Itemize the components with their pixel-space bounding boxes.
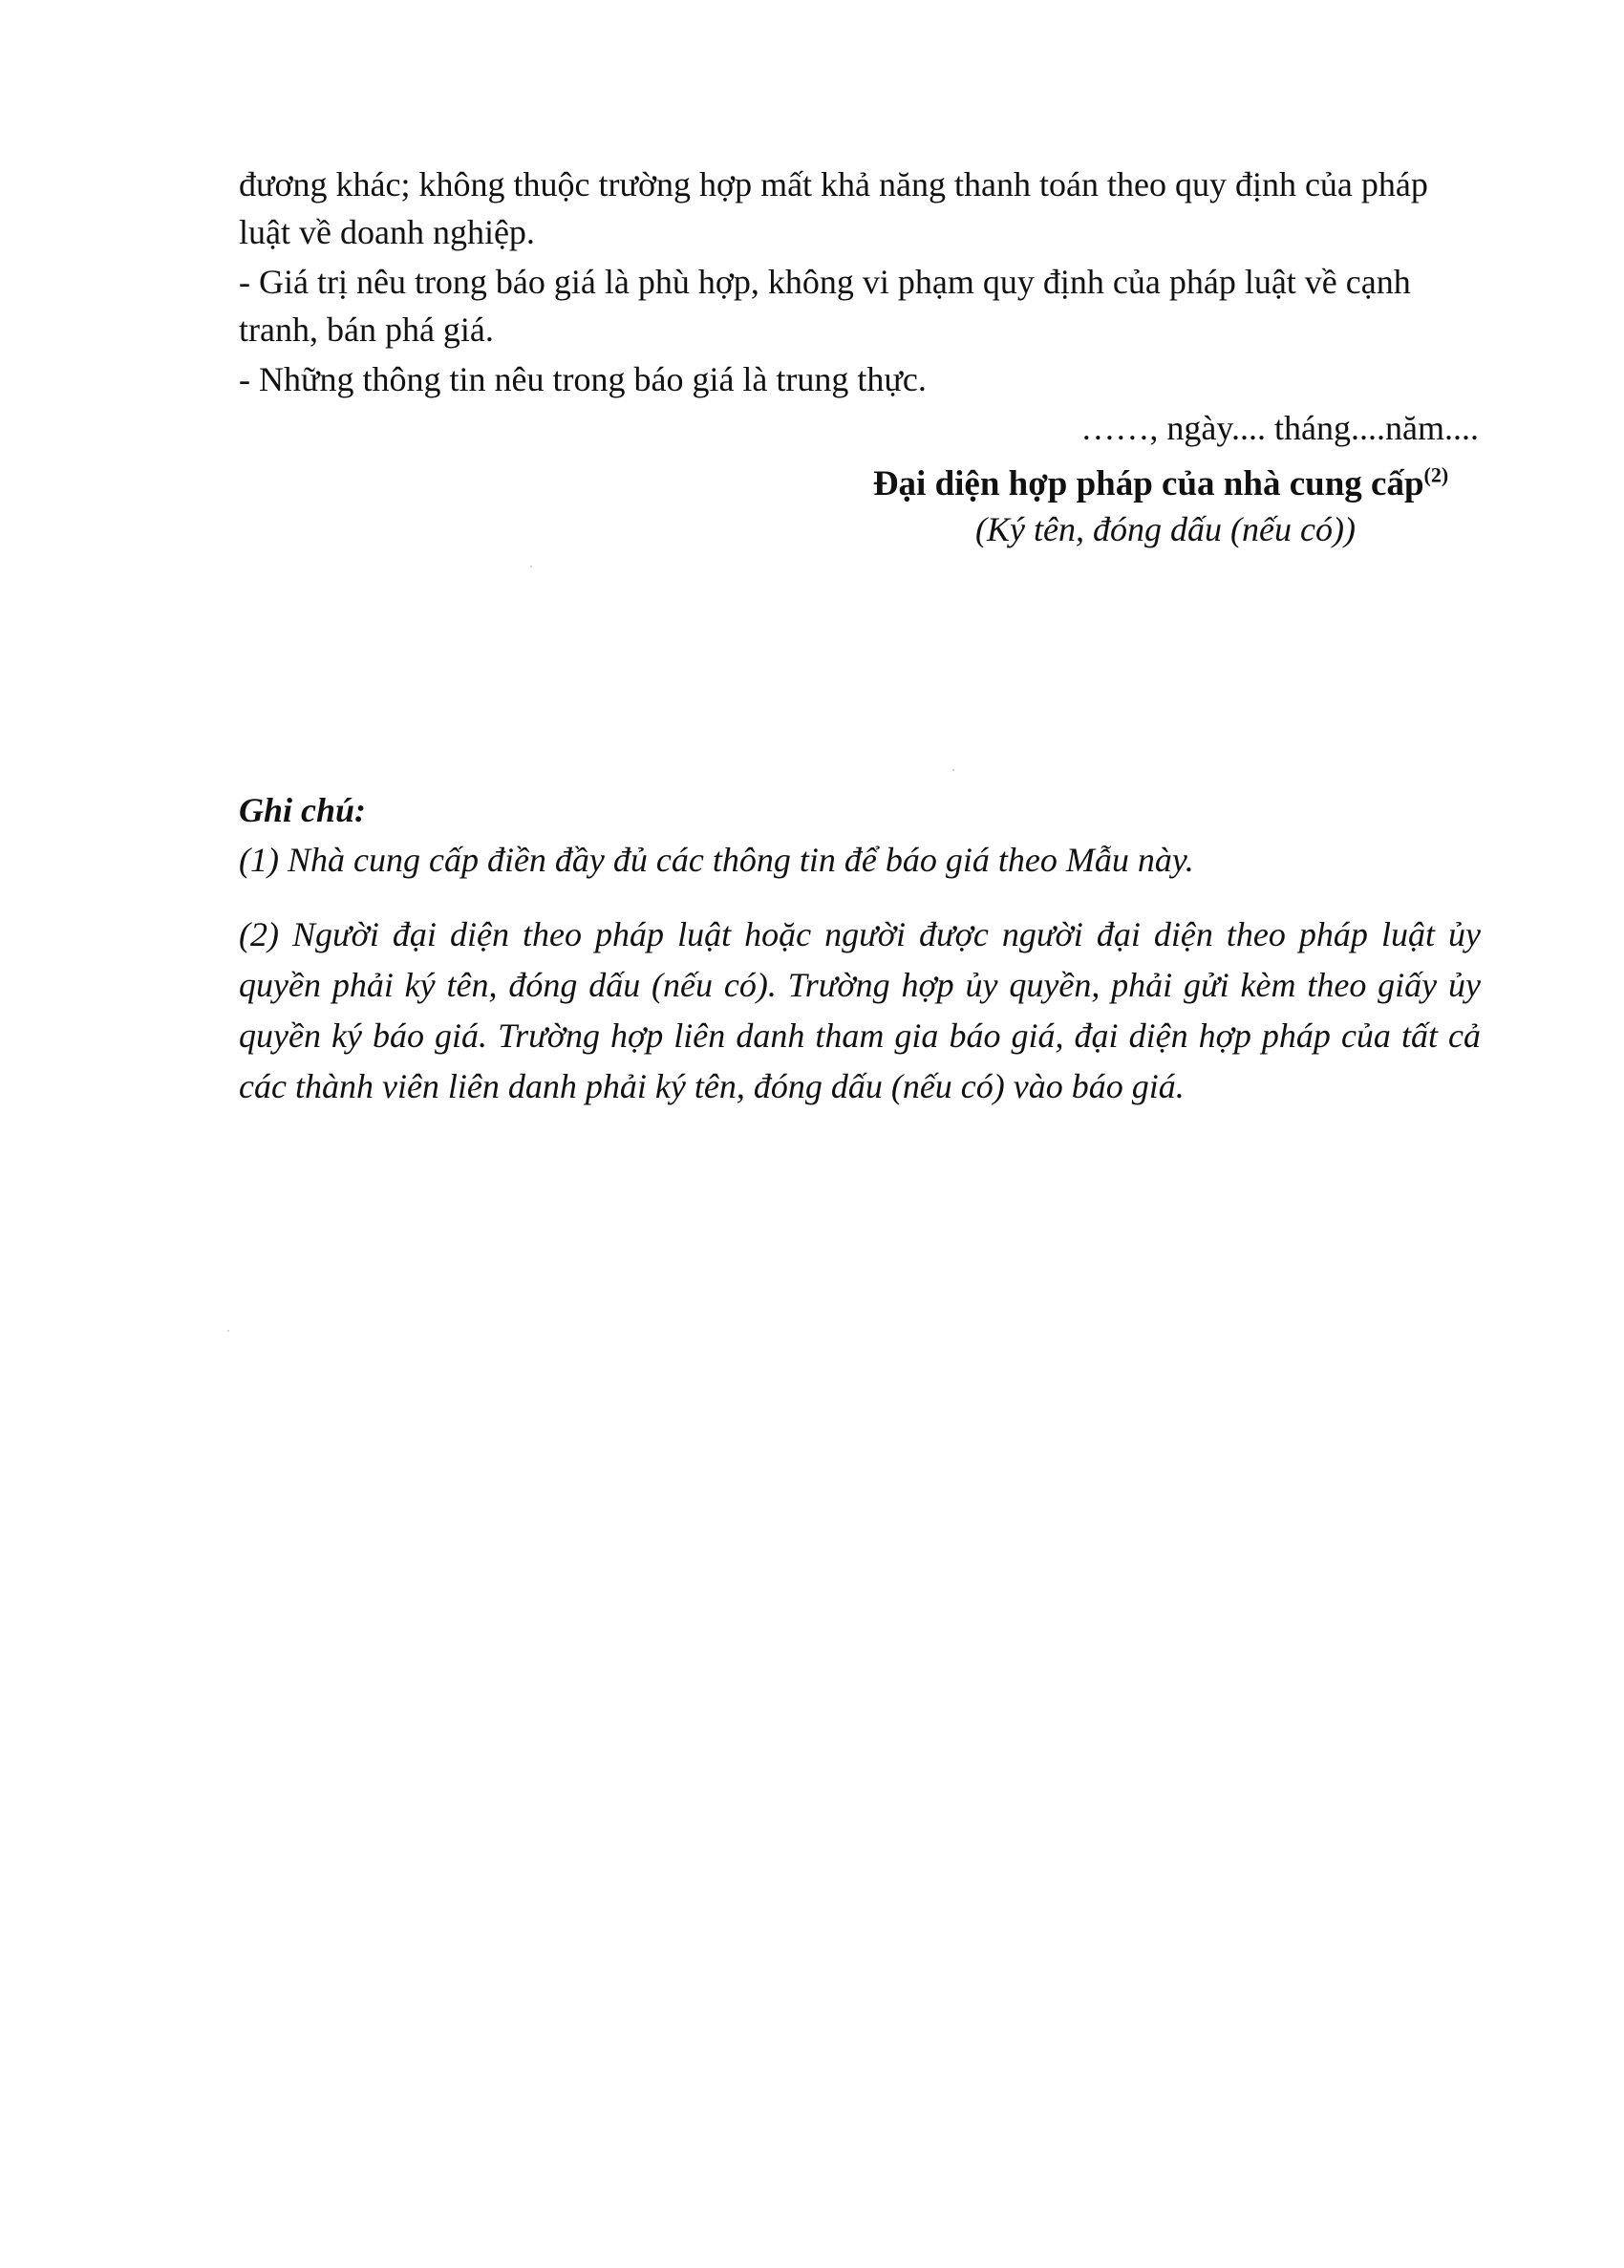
notes-title: Ghi chú: [239, 791, 367, 829]
signature-footnote-marker: (2) [1423, 462, 1449, 487]
signature-block [826, 461, 1495, 551]
paragraph-price-value: - Giá trị nêu trong báo giá là phù hợp, không vi phạm quy định của pháp luật về cạnh tranh, bán phá giá. [239, 263, 1411, 349]
note-item-2: (2) Người đại diện theo pháp luật hoặc người được người đại diện theo pháp luật ủy quyền phải ký tên, đóng dấu (nếu có). Trường hợp ủy quyền, phải gửi kèm theo giấy ủy quyền ký báo giá. Trường hợp liên danh tham gia báo giá, đại diện hợp pháp của tất cả các thành viên liên danh phải ký tên, đóng dấu (nếu có) vào báo giá. [239, 915, 1481, 1105]
signature-title [826, 461, 1495, 507]
scan-speck [227, 1330, 229, 1332]
date-line: ……, ngày.... tháng....năm.... [1080, 409, 1479, 447]
scan-speck [530, 566, 532, 567]
paragraph-truthful-info: - Những thông tin nêu trong báo giá là trung thực. [239, 360, 927, 398]
scan-speck [952, 769, 954, 771]
signature-instruction: (Ký tên, đóng dấu (nếu có)) [975, 510, 1356, 548]
signature-title-text: Đại diện hợp pháp của nhà cung cấp [872, 464, 1424, 503]
notes-section [239, 785, 1481, 1112]
note-item-1: (1) Nhà cung cấp điền đầy đủ các thông tin để báo giá theo Mẫu này. [239, 841, 1194, 879]
commitment-paragraphs [239, 160, 1481, 403]
paragraph-solvency: đương khác; không thuộc trường hợp mất khả năng thanh toán theo quy định của pháp luật về doanh nghiệp. [239, 165, 1428, 251]
